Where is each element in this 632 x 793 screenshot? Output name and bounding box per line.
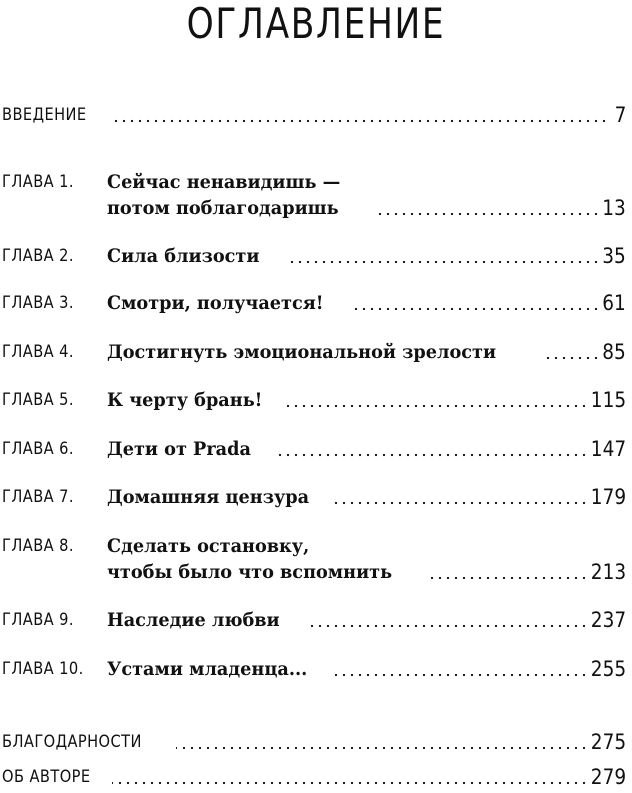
page-number: 275: [590, 730, 626, 754]
page-number: 85: [602, 340, 626, 364]
page-title: ОГЛАВЛЕНИЕ: [186, 0, 446, 48]
toc-entry-chapter-7[interactable]: [0, 481, 632, 513]
dot-leader: [334, 501, 588, 505]
entry-label: ОБ АВТОРЕ: [2, 767, 91, 787]
dot-leader: [426, 576, 588, 580]
chapter-title: Наследие любви: [107, 609, 280, 631]
chapter-title: Домашняя цензура: [107, 486, 310, 508]
toc-entry-chapter-5[interactable]: [0, 384, 632, 416]
toc-entry-chapter-3[interactable]: [0, 287, 632, 319]
chapter-label: ГЛАВА 10.: [2, 659, 84, 679]
dot-leader: [286, 404, 588, 408]
page-number: 115: [590, 388, 626, 412]
chapter-label: ГЛАВА 6.: [2, 439, 74, 459]
toc-entry-chapter-8[interactable]: [0, 535, 632, 588]
page-number: 61: [602, 291, 626, 315]
chapter-title-line-2: чтобы было что вспомнить: [107, 561, 393, 583]
toc-entry-chapter-4[interactable]: [0, 336, 632, 368]
toc-entry-introduction[interactable]: [0, 99, 632, 131]
toc-entry-chapter-10[interactable]: [0, 653, 632, 685]
dot-leader: [546, 356, 600, 360]
toc-entry-about-author[interactable]: [0, 761, 632, 793]
chapter-label: ГЛАВА 4.: [2, 342, 74, 362]
page-number: 35: [602, 244, 626, 268]
toc-entry-acknowledgements[interactable]: [0, 726, 632, 758]
dot-leader: [276, 453, 588, 457]
page-number: 13: [602, 196, 626, 220]
chapter-label: ГЛАВА 1.: [2, 172, 74, 192]
toc-entry-chapter-1[interactable]: [0, 171, 632, 224]
entry-label: ВВЕДЕНИЕ: [2, 105, 87, 125]
page-number: 255: [590, 657, 626, 681]
dot-leader: [352, 307, 600, 311]
page-number: 213: [590, 560, 626, 584]
dot-leader: [114, 119, 608, 123]
chapter-title-line-1: Сделать остановку,: [107, 535, 310, 557]
chapter-title: Смотри, получается!: [107, 292, 324, 314]
chapter-label: ГЛАВА 7.: [2, 487, 74, 507]
chapter-title-line-1: Сейчас ненавидишь —: [107, 171, 341, 193]
dot-leader: [378, 212, 600, 216]
chapter-title: Устами младенца...: [107, 658, 308, 680]
toc-entry-chapter-9[interactable]: [0, 604, 632, 636]
chapter-label: ГЛАВА 2.: [2, 246, 74, 266]
page-number: 7: [614, 103, 626, 127]
toc-entry-chapter-6[interactable]: [0, 433, 632, 465]
dot-leader: [176, 746, 588, 750]
page-number: 279: [590, 765, 626, 789]
chapter-title: Дети от Prada: [107, 438, 251, 460]
chapter-title-line-2: потом поблагодаришь: [107, 197, 339, 219]
chapter-label: ГЛАВА 9.: [2, 610, 74, 630]
dot-leader: [334, 673, 588, 677]
chapter-label: ГЛАВА 3.: [2, 293, 74, 313]
page-number: 179: [590, 485, 626, 509]
chapter-title: Сила близости: [107, 245, 260, 267]
chapter-label: ГЛАВА 5.: [2, 390, 74, 410]
dot-leader: [310, 624, 588, 628]
dot-leader: [288, 260, 600, 264]
dot-leader: [112, 781, 588, 785]
entry-label: БЛАГОДАРНОСТИ: [2, 732, 142, 752]
chapter-label: ГЛАВА 8.: [2, 536, 74, 556]
page-number: 147: [590, 437, 626, 461]
chapter-title: К черту брань!: [107, 389, 263, 411]
chapter-title: Достигнуть эмоциональной зрелости: [107, 341, 497, 363]
page-number: 237: [590, 608, 626, 632]
toc-entry-chapter-2[interactable]: [0, 240, 632, 272]
